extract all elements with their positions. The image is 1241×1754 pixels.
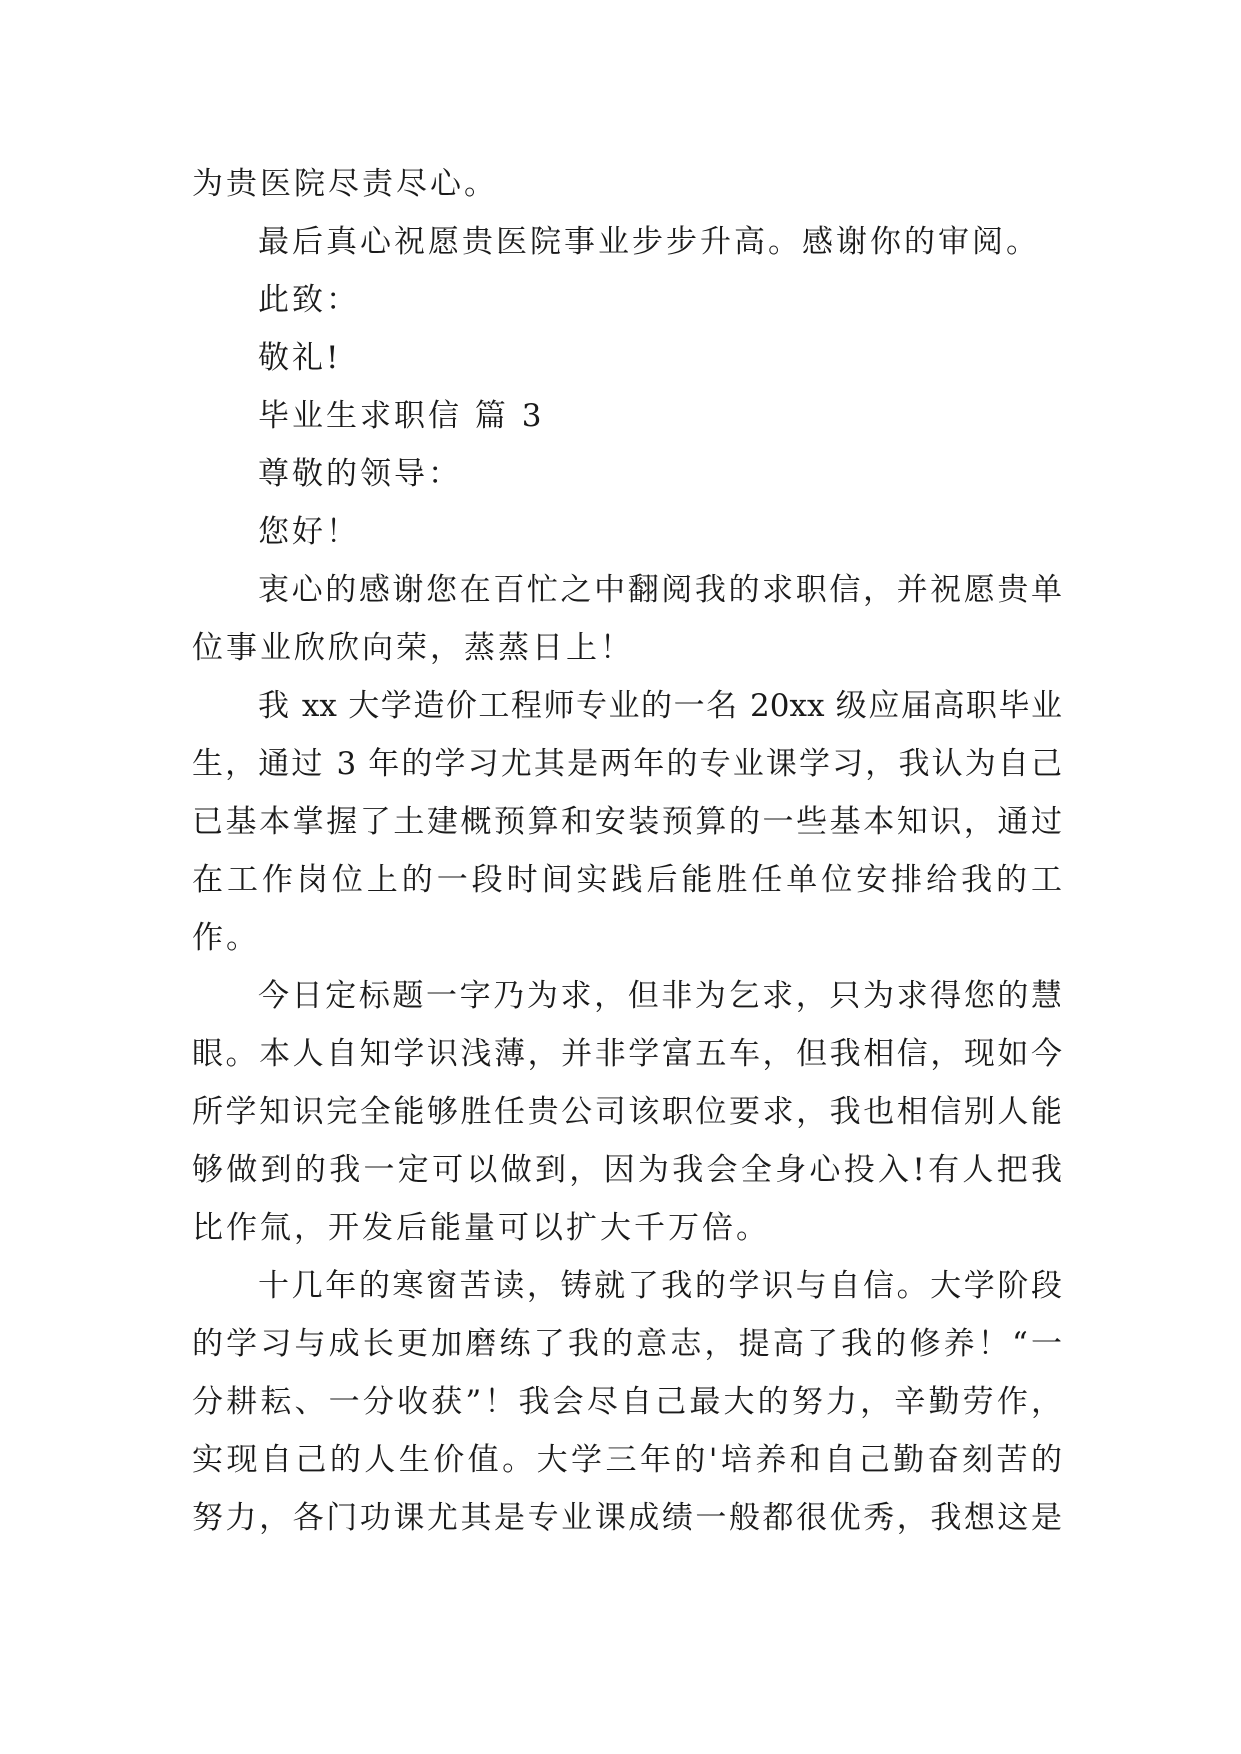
text-line: 十几年的寒窗苦读，铸就了我的学识与自信。大学阶段 xyxy=(258,1268,1062,1304)
text-line: 位事业欣欣向荣，蒸蒸日上！ xyxy=(192,630,634,666)
text-line: 我 xx 大学造价工程师专业的一名 20xx 级应届高职毕业 xyxy=(258,688,1062,724)
text-line: 在工作岗位上的一段时间实践后能胜任单位安排给我的工 xyxy=(192,862,1062,898)
greeting: 您好！ xyxy=(258,514,360,550)
text-line: 作。 xyxy=(192,920,260,956)
salutation: 尊敬的领导： xyxy=(258,456,462,492)
section-heading: 毕业生求职信 篇 3 xyxy=(258,398,545,434)
text-line: 衷心的感谢您在百忙之中翻阅我的求职信，并祝愿贵单 xyxy=(258,572,1062,608)
text-line: 实现自己的人生价值。大学三年的'培养和自己勤奋刻苦的 xyxy=(192,1442,1062,1478)
text-line: 今日定标题一字乃为求，但非为乞求，只为求得您的慧 xyxy=(258,978,1062,1014)
text-line: 为贵医院尽责尽心。 xyxy=(192,166,498,202)
text-line: 所学知识完全能够胜任贵公司该职位要求，我也相信别人能 xyxy=(192,1094,1062,1130)
text-line: 努力，各门功课尤其是专业课成绩一般都很优秀，我想这是 xyxy=(192,1500,1062,1536)
text-line: 比作氚，开发后能量可以扩大千万倍。 xyxy=(192,1210,770,1246)
text-line: 够做到的我一定可以做到，因为我会全身心投入!有人把我 xyxy=(192,1152,1062,1188)
text-line: 生，通过 3 年的学习尤其是两年的专业课学习，我认为自己 xyxy=(192,746,1062,782)
text-line: 分耕耘、一分收获”！我会尽自己最大的努力，辛勤劳作， xyxy=(192,1384,1062,1420)
text-line: 眼。本人自知学识浅薄，并非学富五车，但我相信，现如今 xyxy=(192,1036,1062,1072)
text-line: 的学习与成长更加磨练了我的意志，提高了我的修养！“一 xyxy=(192,1326,1062,1362)
text-line: 此致： xyxy=(258,282,360,318)
text-line: 敬礼! xyxy=(258,340,342,376)
text-line: 已基本掌握了土建概预算和安装预算的一些基本知识，通过 xyxy=(192,804,1062,840)
text-line: 最后真心祝愿贵医院事业步步升高。感谢你的审阅。 xyxy=(258,224,1040,260)
